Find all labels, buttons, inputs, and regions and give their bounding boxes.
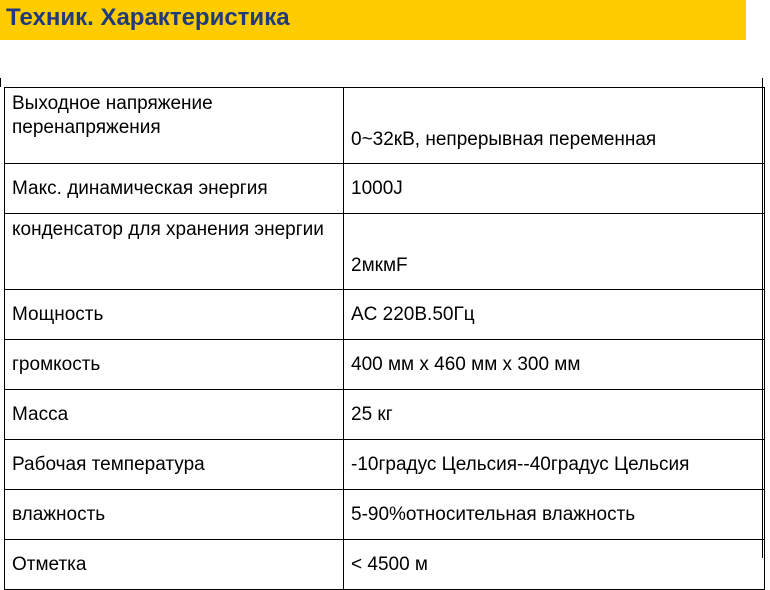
param-cell: Выходное напряжение перенапряжения: [5, 88, 344, 164]
left-edge-divider: [0, 78, 1, 87]
table-row: [5, 440, 765, 490]
param-cell: конденсатор для хранения энергии: [5, 214, 344, 290]
value-cell: 400 мм x 460 мм x 300 мм: [344, 340, 765, 390]
spec-table: [4, 87, 765, 590]
param-cell: Рабочая температура: [5, 440, 344, 490]
param-cell: громкость: [5, 340, 344, 390]
param-cell: Макс. динамическая энергия: [5, 164, 344, 214]
value-cell: AC 220В.50Гц: [344, 290, 765, 340]
param-cell: Мощность: [5, 290, 344, 340]
table-row: [5, 290, 765, 340]
table-row: [5, 540, 765, 590]
page-title: Техник. Характеристика: [6, 4, 290, 31]
table-row: [5, 88, 765, 164]
param-cell: Масса: [5, 390, 344, 440]
table-row: [5, 340, 765, 390]
title-bar: [0, 0, 746, 40]
table-row: [5, 390, 765, 440]
value-cell: 25 кг: [344, 390, 765, 440]
value-cell: 0~32кВ, непрерывная переменная: [344, 88, 765, 164]
value-cell: 1000J: [344, 164, 765, 214]
table-row: [5, 164, 765, 214]
param-cell: Отметка: [5, 540, 344, 590]
table-row: [5, 490, 765, 540]
value-cell: -10градус Цельсия--40градус Цельсия: [344, 440, 765, 490]
value-cell: < 4500 м: [344, 540, 765, 590]
value-cell: 5-90%относительная влажность: [344, 490, 765, 540]
param-cell: влажность: [5, 490, 344, 540]
table-row: [5, 214, 765, 290]
value-cell: 2мкмF: [344, 214, 765, 290]
